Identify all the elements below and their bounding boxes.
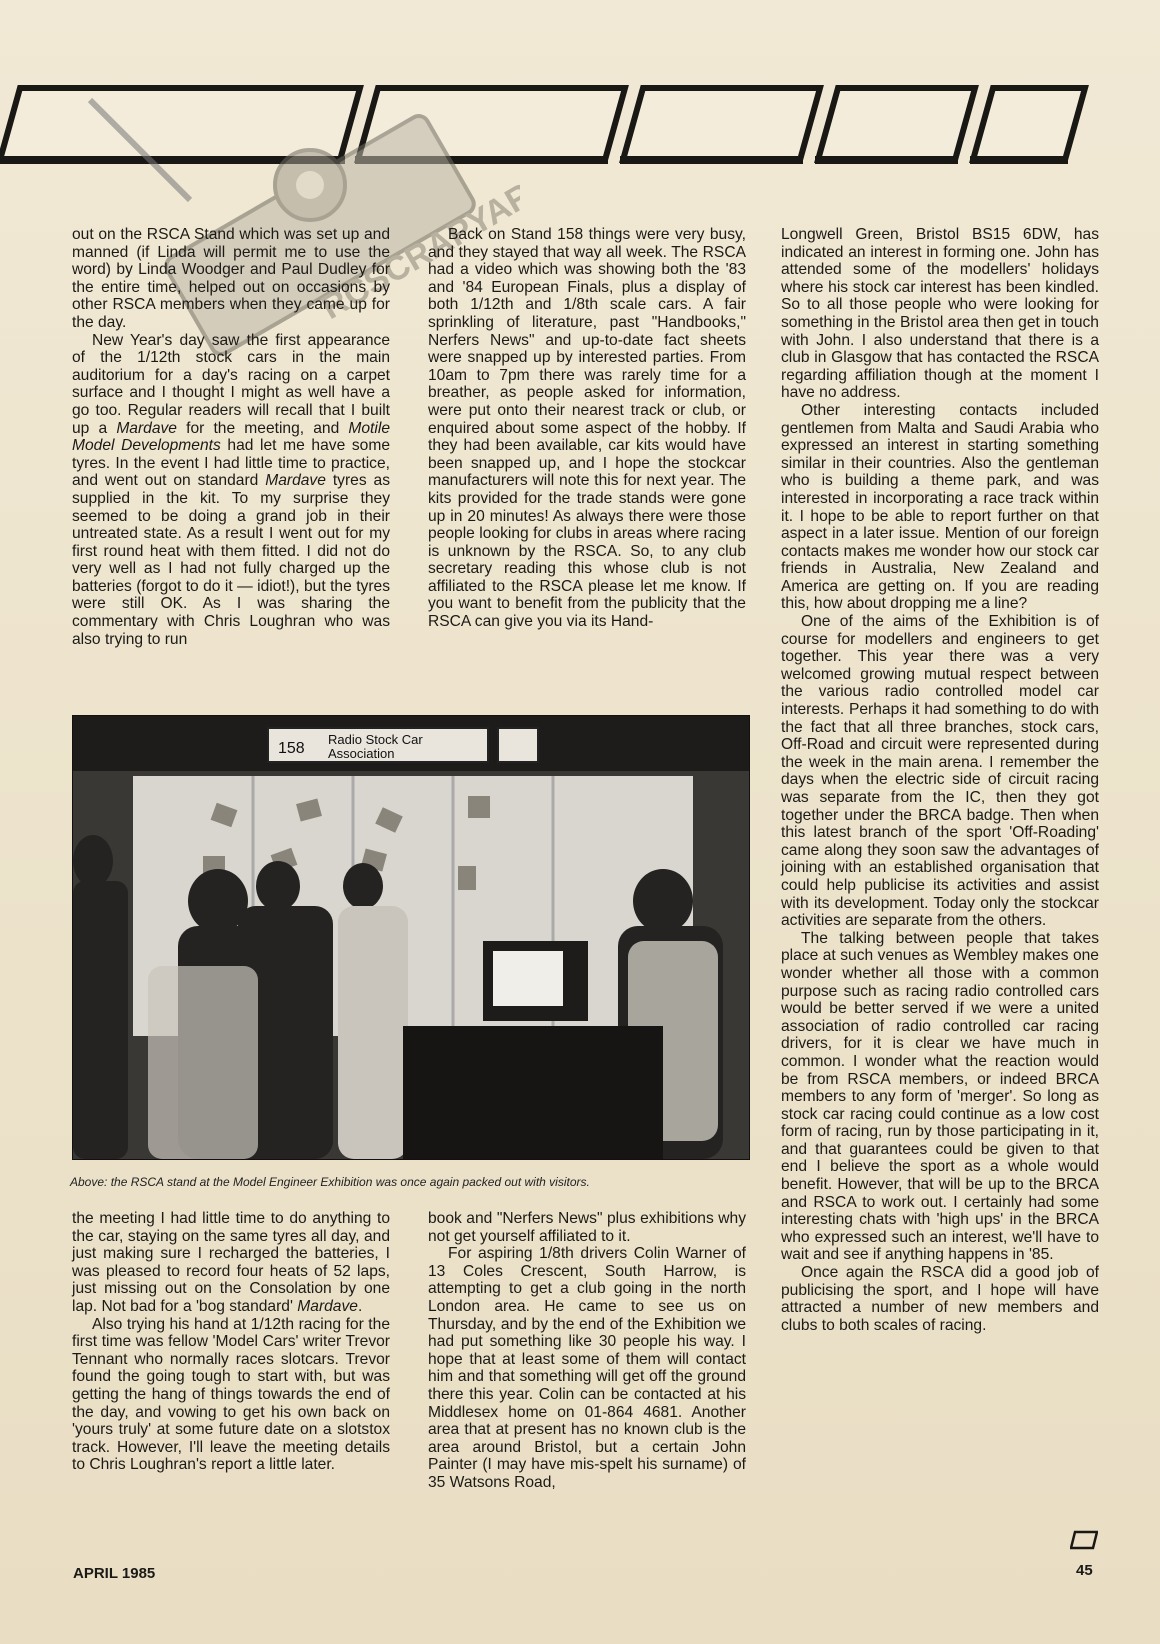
paragraph: out on the RSCA Stand which was set up and manned (if Linda will permit me to use the word) by Linda Woodger and Paul Dudley for the entire time, helped out on occasions by other RSCA members when they came up for the day. [72,226,390,331]
paragraph: Longwell Green, Bristol BS15 6DW, has indicated an interest in forming one. John has attended some of the modellers' holidays where his stock car interest has been kindled. So to all those people who were looking for something in the Bristol area then get in touch with John. I also understand that there is a club in Glasgow that has contacted the RSCA regarding affiliation though at the moment I have no address. [781,226,1099,402]
exhibition-photo [72,715,750,1160]
column-2-bottom [428,1210,746,1492]
paragraph: Other interesting contacts included gentlemen from Malta and Saudi Arabia who expressed an interest in starting something similar in their countries. Also the gentleman who is building a theme park, and was interested in incorporating a race track within it. I hope to be able to report further on that aspect in a later issue. Mention of our foreign contacts makes me wonder how our stock car friends in Australia, New Zealand and America are getting on. If you are reading this, how about dropping me a line? [781,401,1099,613]
stand-number: 158 [278,740,305,757]
column-2-top [428,226,746,631]
paragraph: For aspiring 1/8th drivers Colin Warner of 13 Coles Crescent, South Harrow, is attempting to get a club going in the north London area. He came to see us on Thursday, and by the end of the Exhibition we had put something like 30 people his way. I hope that at least some of them will contact him and that something will get off the ground there this year. Colin can be contacted at his Middlesex home on 01-864 4681. Another area that at present has no known club is the area around Bristol, but a certain John Painter (I may have mis-spelt his surname) of 35 Watsons Road, [428,1245,746,1491]
page-number: 45 [1076,1562,1093,1579]
column-1-bottom [72,1210,390,1474]
stand-sign-line1: Radio Stock Car [328,732,423,747]
end-of-article-icon [1070,1530,1098,1550]
issue-date: APRIL 1985 [73,1565,156,1582]
paragraph: the meeting I had little time to do anything to the car, staying on the same tyres all day, and just making sure I recharged the batteries, I was pleased to record four heats of 52 laps, just missing out on the Consolation by one lap. Not bad for a 'bog standard' Mardave. [72,1210,390,1315]
paragraph: One of the aims of the Exhibition is of course for modellers and engineers to get together. This year there was a very welcomed growing mutual respect between the various radio controlled model car interests. Perhaps it had something to do with the fact that all three branches, stock cars, Off-Road and circuit were represented during the week in the main arena. I remember the days when the electric side of circuit racing was separate from the IC, then they got together under the BRCA badge. Then when this latest branch of the sport 'Off-Roading' came along they soon saw the advantages of joining with an established organisation that could help publicise its activities and assist with its development. Today only the stockcar activities are separate from the others. [781,613,1099,930]
stand-sign-line2: Association [328,746,395,761]
photo-caption: Above: the RSCA stand at the Model Engineer Exhibition was once again packed out with visitors. [70,1175,590,1189]
column-3 [781,226,1099,1334]
paragraph: book and "Nerfers News" plus exhibitions why not get yourself affiliated to it. [428,1210,746,1245]
paragraph: Once again the RSCA did a good job of publicising the sport, and I hope will have attracted a number of new members and clubs to both scales of racing. [781,1264,1099,1334]
paragraph: The talking between people that takes place at such venues as Wembley makes one wonder whether all those with a common purpose such as racing radio controlled cars would be better served if we were a united association of radio controlled car racing drivers, for it is clear we have much in common. I wonder what the reaction would be from RSCA members, or indeed BRCA members to any form of 'merger'. So long as stock car racing could continue as a low cost form of racing, run by those participating in it, and that guarantees could be given to that end I believe the sport as a whole would benefit. However, that will be up to the BRCA and RSCA to work out. I certainly had some interesting chats with 'high ups' in the BRCA who expressed such an interest, we'll have to wait and see if anything happens in '85. [781,929,1099,1264]
paragraph: Back on Stand 158 things were very busy, and they stayed that way all week. The RSCA had a video which was showing both the '83 and '84 European Finals, plus a display of both 1/12th and 1/8th scale cars. A fair sprinkling of literature, past "Handbooks," Nerfers News" and up-to-date fact sheets were snapped up by interested parties. From 10am to 7pm there was rarely time for a breather, as people asked for information, were put onto their nearest track or club, or enquired about some aspect of the hobby. If they had been available, car kits would have been snapped up, and I hope the stockcar manufacturers will note this for next year. The kits provided for the trade stands were gone up in 20 minutes! As always there were those people looking for clubs in areas where racing is unknown by the RSCA. So, to any club secretary reading this whose club is not affiliated to the RSCA please let me know. If you want to benefit from the publicity that the RSCA can give you via its Hand- [428,226,746,631]
paragraph: Also trying his hand at 1/12th racing for the first time was fellow 'Model Cars' writer Trevor Tennant who normally races slotcars. Trevor found the going tough to start with, but was getting the hang of things towards the end of the day, and vowing to get his own back on 'yours truly' at some future date on a slotstox track. However, I'll leave the meeting details to Chris Loughran's report a little later. [72,1315,390,1474]
paragraph: New Year's day saw the first appearance of the 1/12th stock cars in the main auditorium for a day's racing on a carpet surface and I thought I might as well have a go too. Regular readers will recall that I built up a Mardave for the meeting, and Motile Model Developments had let me have some tyres. In the event I had little time to practice, and went out on standard Mardave tyres as supplied in the kit. To my surprise they seemed to be doing a grand job in their untreated state. As a result I went out for my first round heat with them fitted. I did not do very well as I had not fully charged up the batteries (forgot to do it — idiot!), but the tyres were still OK. As I was sharing the commentary with Chris Loughran who was also trying to run [72,331,390,648]
column-1-top [72,226,390,648]
